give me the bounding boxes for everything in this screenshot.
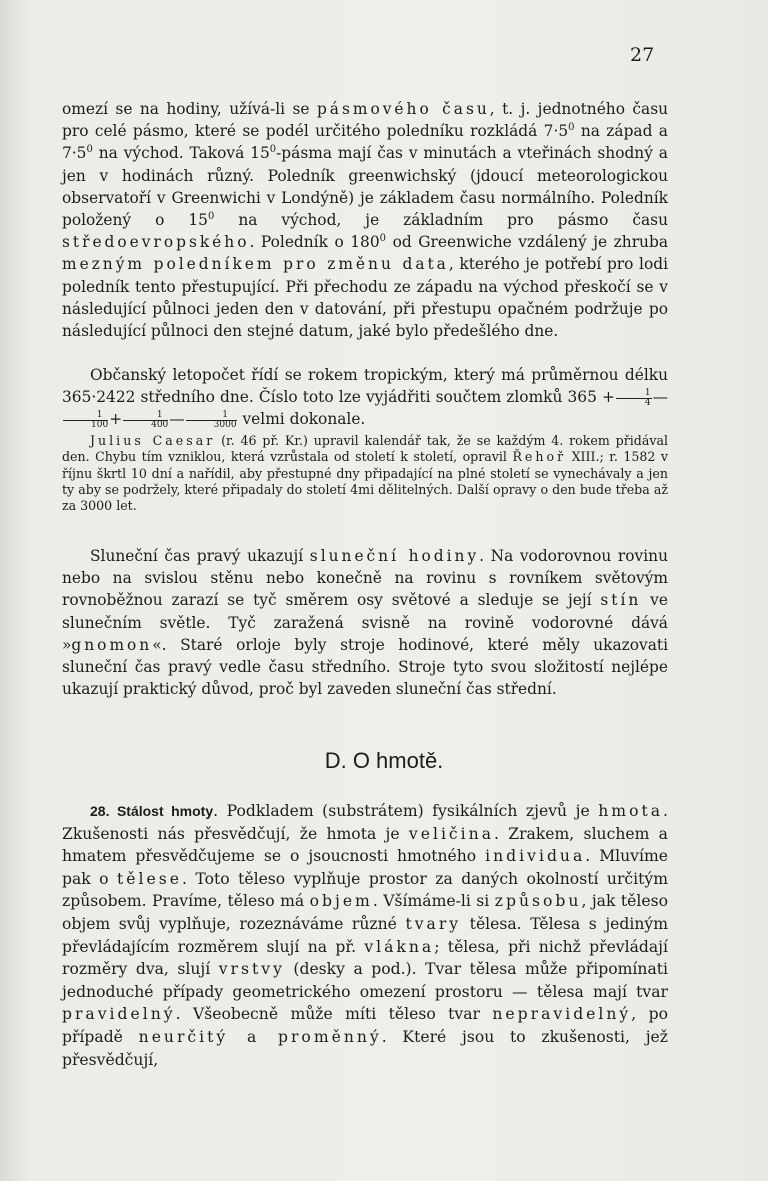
section-label: 28. Stálost hmoty xyxy=(90,803,214,819)
fraction-four-hundredth: $\frac{1}{400}$ xyxy=(123,411,168,430)
section-heading: D. O hmotě. xyxy=(324,748,444,773)
fraction-three-thousandth: $\frac{1}{3000}$ xyxy=(186,411,237,430)
page-number: 27 xyxy=(630,44,655,66)
fraction-hundredth: $\frac{1}{100}$ xyxy=(63,411,108,430)
paragraph-calendar: Občanský letopočet řídí se rokem tropickým, který má průměrnou délku 365·2422 středního dne. Číslo toto lze vyjádřiti součtem zlomků 365 + $\frac{1}{4}$ — $\frac{1}{100}$ + $\frac{1}{400}$ — $\frac{1}{3000}$ velmi dokonale. xyxy=(62,366,668,430)
note-julian-gregorian: Julius Caesar (r. 46 př. Kr.) upravil kalendář tak, že se každým 4. rokem přidával den. Chybu tím vzniklou, která vzrůstala od století k století, opravil Řehoř XIII.; r. 1582 v říjnu škrtl 10 dní a nařídil, aby přestupné dny připadající na plné století se vynechávaly a jen ty aby se podržely, které připadaly do století 4mi dělitelných. Další opravy o den bude třeba až za 3000 let. xyxy=(62,433,668,514)
section-28-matter: 28. Stálost hmoty. Podkladem (substrátem) fysikálních zjevů je hmota. Zkušenosti nás přesvědčují, že hmota je veličina. Zrakem, sluchem a hmatem přesvědčujeme se o jsoucnosti hmotného individua. Mluvíme pak o tělese. Toto těleso vyplňuje prostor za daných okolností určitým způsobem. Pravíme, těleso má objem. Všímáme-li si způsobu, jak těleso objem svůj vyplňuje, rozeznáváme různé tvary tělesa. Tělesa s jediným převládajícím rozměrem slují na př. vlákna; tělesa, při nichž převládají rozměry dva, slují vrstvy (desky a pod.). Tvar tělesa může připomínati jednoduché případy geometrického omezení prostoru — tělesa mají tvar pravidelný. Všeobecně může míti těleso tvar nepravidelný, po případě neurčitý a proměnný. Které jsou to zkušenosti, jež přesvědčují, xyxy=(62,802,668,1069)
fraction-quarter: $\frac{1}{4}$ xyxy=(616,389,652,408)
paragraph-sundials: Sluneční čas pravý ukazují sluneční hodiny. Na vodorovnou rovinu nebo na svislou stěnu nebo konečně na rovinu s rovníkem světovým rovnoběžnou zarazí se tyč směrem osy světové a sleduje se její stín ve slunečním světle. Tyč zaražená svisně na rovině vodorovné dává »gnomon«. Staré orloje byly stroje hodinové, které měly ukazovati sluneční čas pravý vedle času středního. Stroje tyto svou složitostí nejlépe ukazují praktický důvod, proč byl zaveden sluneční čas střední. xyxy=(62,547,668,699)
paragraph-time-zones: omezí se na hodiny, užívá-li se pásmového času, t. j. jednotného času pro celé pásmo, které se podél určitého poledníku rozkládá $7\cdot 5^0$ na západ a $7\cdot 5^0$ na východ. Taková $15^0$-pásma mají čas v minutách a vteřinách shodný a jen v hodinách různý. Poledník greenwichský (jdoucí meteorologickou observatoří v Greenwichi v Londýně) je základem času normálního. Poledník položený o $15^0$ na východ, je základním pro pásmo času středoevropského. Poledník o $180^0$ od Greenwiche vzdálený je zhruba mezným poledníkem pro změnu data, kterého je potřebí pro lodi poledník tento přestupující. Při přechodu ze západu na východ přeskočí se v následující půlnoci jeden den v datování, při přestupu opačném podržuje po následující půlnoci den stejné datum, jaké bylo předešlého dne. xyxy=(62,100,669,341)
